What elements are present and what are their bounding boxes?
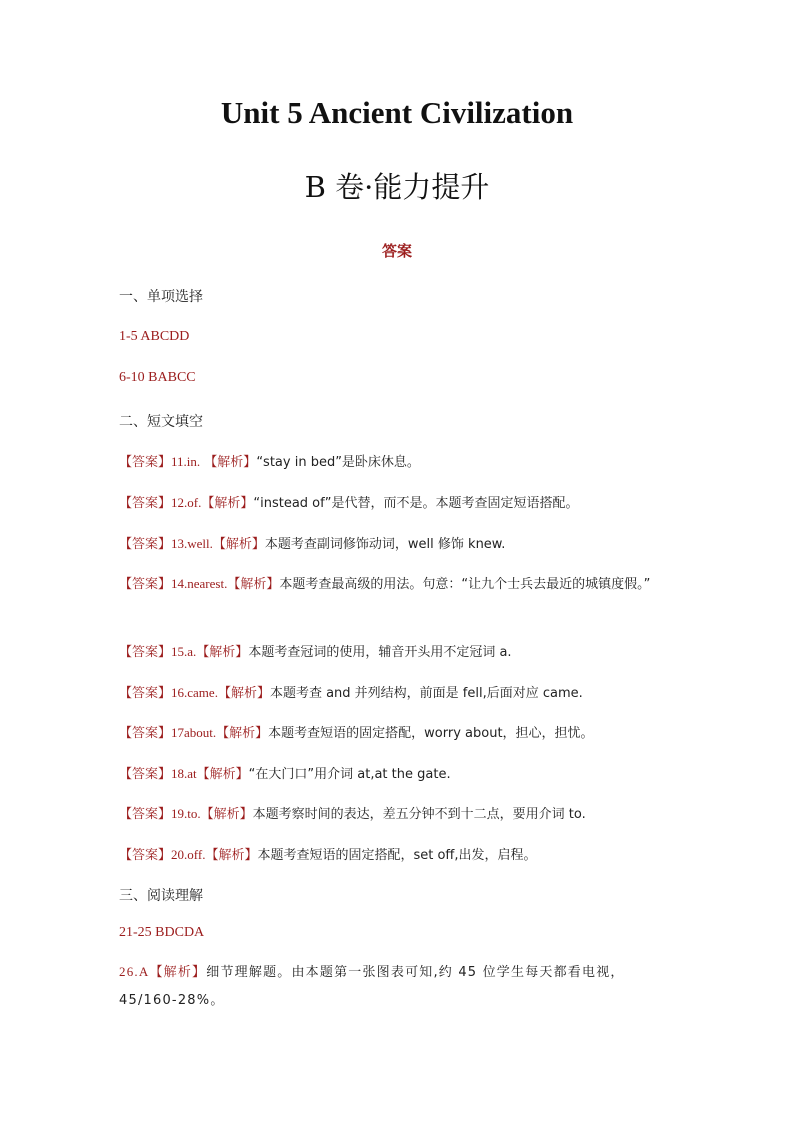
analysis-text: 本题考查冠词的使用，辅音开头用不定冠词 a. — [248, 645, 512, 660]
analysis-tag: 【解析】 — [205, 848, 258, 863]
document-subtitle: B 卷·能力提升 — [304, 170, 490, 204]
answer-tag: 【答案】 — [119, 645, 172, 660]
answer-item — [119, 841, 679, 870]
analysis-tag: 【解析】 — [217, 686, 270, 701]
answer-tag: 【答案】 — [119, 726, 172, 741]
answer-tag: 【答案】 — [119, 686, 172, 701]
document-title: Unit 5 Ancient Civilization — [220, 95, 574, 130]
analysis-tag: 【解析】 — [227, 577, 280, 592]
analysis-text: 本题考查短语的固定搭配，worry about，担心，担忧。 — [268, 726, 594, 741]
answer-item-26 — [119, 958, 679, 1015]
answer-item — [119, 760, 679, 789]
answers-6-10: 6-10 BABCC — [119, 370, 196, 385]
analysis-tag: 【解析】 — [149, 965, 207, 980]
answers-21-25: 21-25 BDCDA — [119, 925, 205, 940]
answer-tag: 【答案】 — [119, 455, 172, 470]
answer-item — [119, 719, 679, 748]
answer-tag: 【答案】 — [119, 577, 172, 592]
answer-number: 19.to. — [171, 806, 201, 821]
answer-item — [119, 448, 679, 477]
analysis-text: 本题考查最高级的用法。句意：“让九个士兵去最近的城镇度假。” — [279, 577, 651, 592]
answer-number: 20.off. — [171, 847, 206, 862]
analysis-tag: 【解析】 — [200, 807, 253, 822]
analysis-text: 本题考查 and 并列结构，前面是 fell,后面对应 came. — [269, 686, 583, 701]
answer-item — [119, 638, 679, 667]
analysis-text: “instead of”是代替，而不是。本题考查固定短语搭配。 — [253, 496, 579, 511]
analysis-text: 细节理解题。由本题第一张图表可知,约 45 位学生每天都看电视，45/160-28%。 — [119, 965, 625, 1008]
analysis-tag: 【解析】 — [196, 767, 249, 782]
answer-number: 13.well. — [171, 536, 213, 551]
answer-number: 12.of. — [171, 495, 202, 510]
section-heading-cloze: 二、短文填空 — [119, 414, 203, 430]
answer-tag: 【答案】 — [119, 537, 172, 552]
analysis-tag: 【解析】 — [201, 496, 254, 511]
answer-tag: 【答案】 — [119, 496, 172, 511]
answer-item — [119, 530, 679, 559]
analysis-text: 本题考查副词修饰动词，well 修饰 knew. — [264, 537, 506, 552]
answer-item — [119, 570, 679, 599]
analysis-text: “在大门口”用介词 at,at the gate. — [248, 767, 451, 782]
answer-number: 18.at — [171, 766, 197, 781]
answer-tag: 【答案】 — [119, 848, 172, 863]
section-heading-reading: 三、阅读理解 — [119, 888, 203, 904]
answer-item — [119, 800, 679, 829]
section-heading-multiple-choice: 一、单项选择 — [119, 289, 203, 305]
answers-1-5: 1-5 ABCDD — [119, 329, 190, 344]
answer-number: 17about. — [171, 725, 217, 740]
answer-tag: 【答案】 — [119, 807, 172, 822]
answer-item — [119, 489, 679, 518]
answer-item — [119, 679, 679, 708]
answer-number: 14.nearest. — [171, 576, 228, 591]
answer-number: 16.came. — [171, 685, 218, 700]
answer-heading: 答案 — [381, 242, 412, 260]
answer-number: 26.A — [119, 964, 150, 979]
analysis-text: “stay in bed”是卧床休息。 — [256, 455, 420, 470]
answer-tag: 【答案】 — [119, 767, 172, 782]
analysis-text: 本题考察时间的表达，差五分钟不到十二点，要用介词 to. — [252, 807, 586, 822]
analysis-tag: 【解析】 — [212, 537, 265, 552]
answer-number: 15.a. — [171, 644, 197, 659]
analysis-tag: 【解析】 — [216, 726, 269, 741]
analysis-tag: 【解析】 — [196, 645, 249, 660]
analysis-tag: 【解析】 — [204, 455, 257, 470]
answer-number: 11.in. — [171, 454, 201, 469]
analysis-text: 本题考查短语的固定搭配，set off,出发，启程。 — [257, 848, 537, 863]
